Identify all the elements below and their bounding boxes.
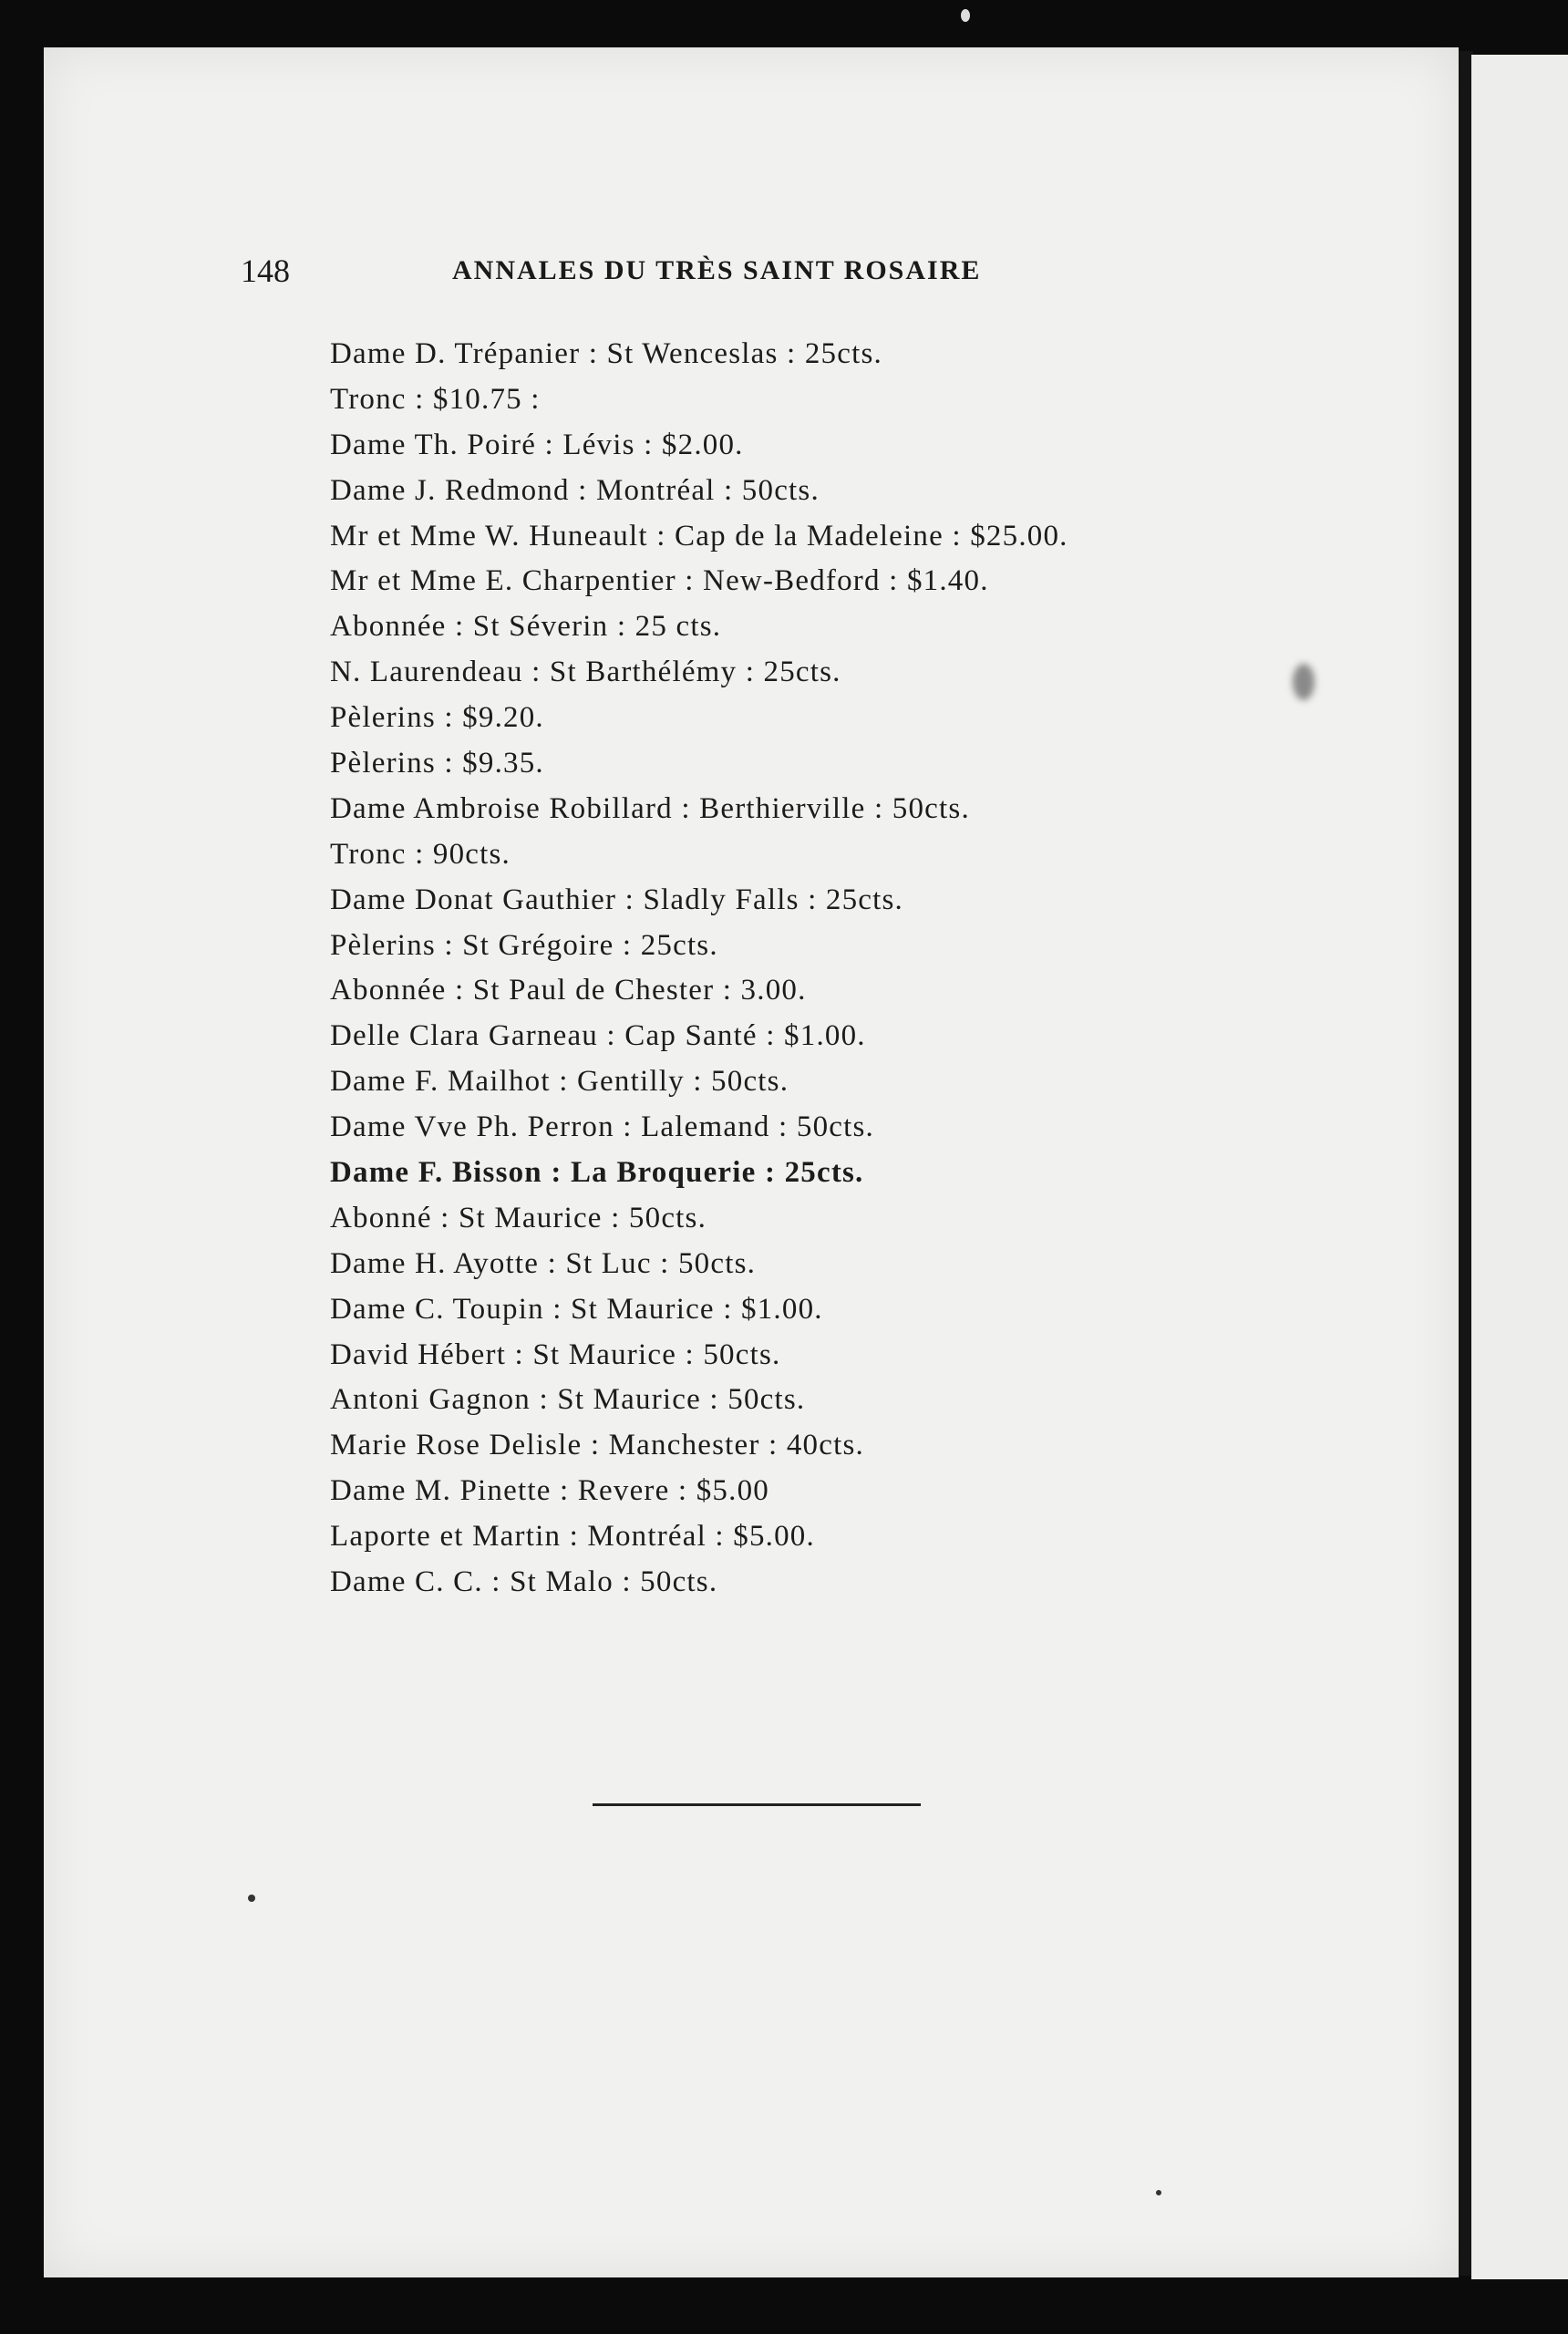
end-rule (593, 1803, 921, 1806)
scan-speck (248, 1895, 255, 1902)
list-item: Pèlerins : St Grégoire : 25cts. (330, 928, 718, 962)
list-item: Dame Donat Gauthier : Sladly Falls : 25cts. (330, 883, 904, 916)
list-item: N. Laurendeau : St Barthélémy : 25cts. (330, 656, 841, 689)
list-item: Antoni Gagnon : St Maurice : 50cts. (330, 1383, 806, 1417)
list-item: Dame C. Toupin : St Maurice : $1.00. (330, 1292, 823, 1326)
list-item: Tronc : $10.75 : (330, 382, 541, 416)
donation-list (330, 332, 1333, 1606)
list-item: Tronc : 90cts. (330, 837, 511, 871)
page-number: 148 (241, 253, 290, 289)
list-item: David Hébert : St Maurice : 50cts. (330, 1337, 781, 1371)
list-item: Dame F. Mailhot : Gentilly : 50cts. (330, 1065, 789, 1099)
list-item: Dame J. Redmond : Montréal : 50cts. (330, 473, 820, 507)
list-item: Pèlerins : $9.20. (330, 701, 544, 735)
list-item: Dame Ambroise Robillard : Berthierville : 50cts. (330, 791, 970, 825)
running-title: ANNALES DU TRÈS SAINT ROSAIRE (452, 255, 982, 285)
facing-page-edge (1471, 55, 1568, 2279)
scan-speck (961, 9, 970, 22)
list-item: Dame C. C. : St Malo : 50cts. (330, 1565, 718, 1599)
scan-speck (1156, 2190, 1161, 2195)
list-item: Abonnée : St Paul de Chester : 3.00. (330, 974, 807, 1007)
list-item: Dame Th. Poiré : Lévis : $2.00. (330, 428, 744, 461)
list-item: Laporte et Martin : Montréal : $5.00. (330, 1520, 815, 1554)
list-item: Abonné : St Maurice : 50cts. (330, 1201, 707, 1234)
list-item: Mr et Mme W. Huneault : Cap de la Madeleine : $25.00. (330, 519, 1068, 553)
page-header (241, 244, 1061, 299)
list-item: Dame M. Pinette : Revere : $5.00 (330, 1474, 769, 1508)
scan-speck (1293, 664, 1315, 700)
list-item: Dame D. Trépanier : St Wenceslas : 25cts. (330, 337, 882, 370)
list-item: Dame F. Bisson : La Broquerie : 25cts. (330, 1156, 864, 1190)
list-item: Mr et Mme E. Charpentier : New-Bedford : $1.40. (330, 564, 989, 598)
list-item: Delle Clara Garneau : Cap Santé : $1.00. (330, 1019, 866, 1053)
list-item: Abonnée : St Séverin : 25 cts. (330, 610, 722, 644)
list-item: Dame H. Ayotte : St Luc : 50cts. (330, 1246, 757, 1280)
list-item: Pèlerins : $9.35. (330, 747, 544, 780)
list-item: Marie Rose Delisle : Manchester : 40cts. (330, 1429, 864, 1462)
list-item: Dame Vve Ph. Perron : Lalemand : 50cts. (330, 1110, 874, 1144)
